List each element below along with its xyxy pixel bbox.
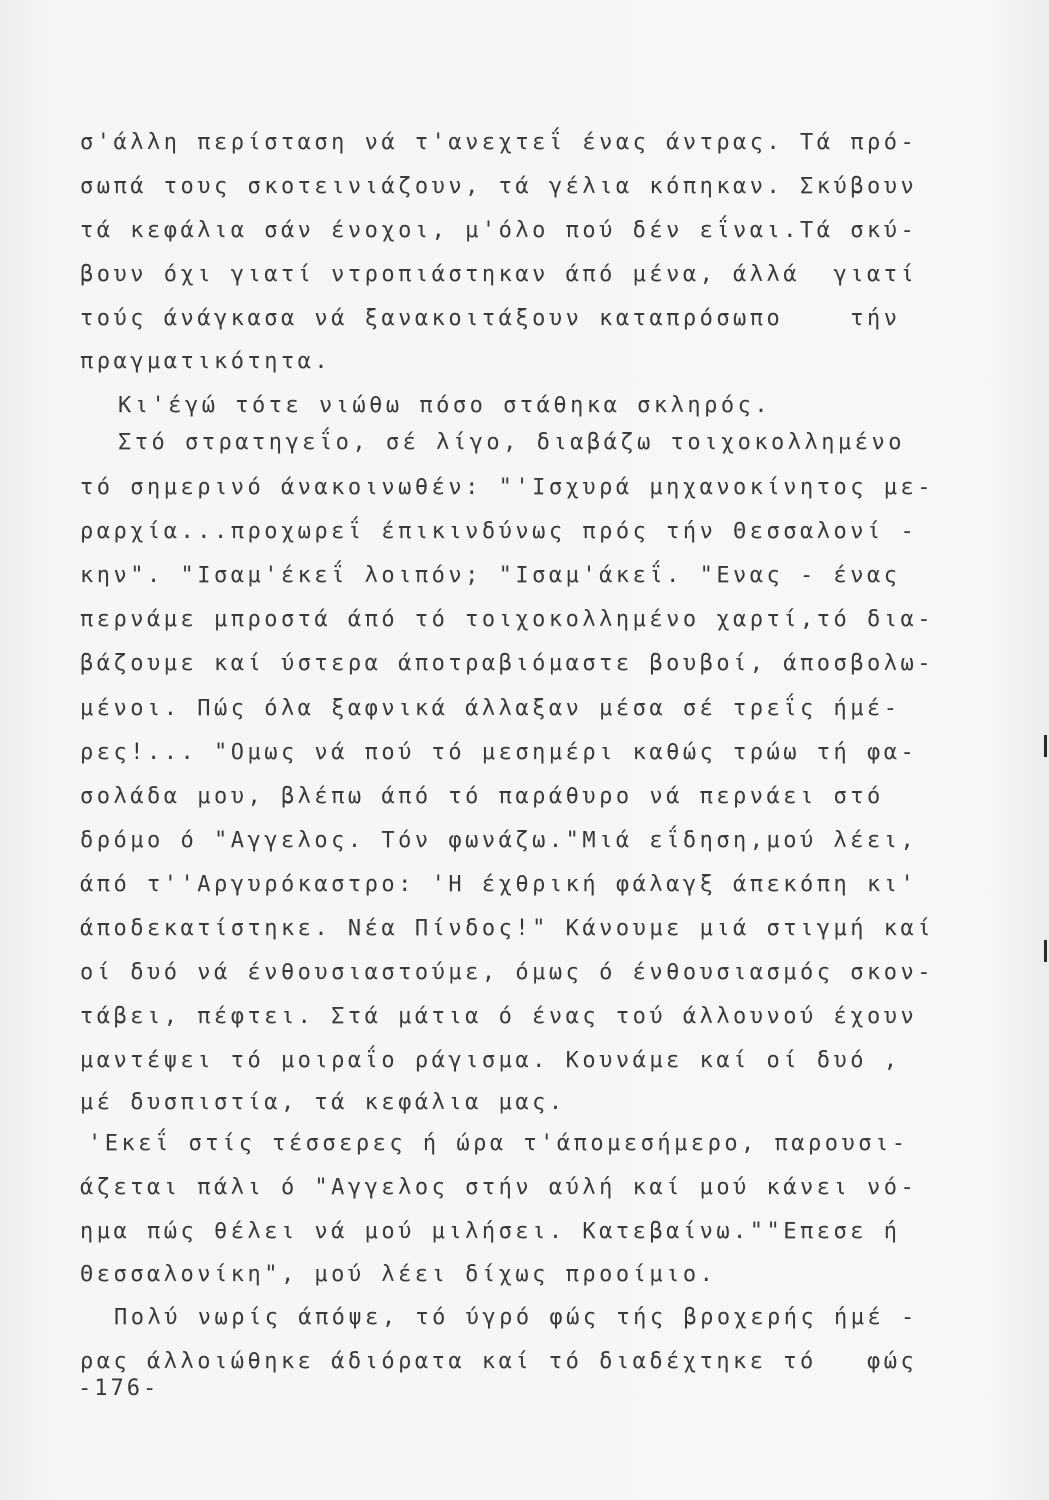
text-line: οί δυό νά ένθουσιαστούμε, όμως ό ένθουσιασμός σκον- (80, 960, 935, 985)
text-line: ρας άλλοιώθηκε άδιόρατα καί τό διαδέχτηκε τό φώς (80, 1349, 918, 1374)
text-line: περνάμε μπροστά άπό τό τοιχοκολλημένο χαρτί,τό δια- (80, 607, 935, 632)
text-line: μέ δυσπιστία, τά κεφάλια μας. (80, 1090, 566, 1115)
text-line: σολάδα μου, βλέπω άπό τό παράθυρο νά περνάει στό (80, 784, 884, 809)
text-line: ημα πώς θέλει νά μού μιλήσει. Κατεβαίνω.""Επεσε ή (80, 1219, 901, 1244)
text-line: σωπά τους σκοτεινιάζουν, τά γέλια κόπηκαν. Σκύβουν (80, 174, 918, 199)
text-line: τό σημερινό άνακοινωθέν: "'Ισχυρά μηχανοκίνητος με- (80, 475, 935, 500)
text-line: άζεται πάλι ό "Αγγελος στήν αύλή καί μού κάνει νό- (80, 1175, 918, 1200)
text-line: μαντέψει τό μοιραΐο ράγισμα. Κουνάμε καί οί δυό , (80, 1048, 901, 1073)
text-line: Κι'έγώ τότε νιώθω πόσο στάθηκα σκληρός. (118, 393, 772, 418)
page-number: -176- (78, 1376, 160, 1401)
text-line: βουν όχι γιατί ντροπιάστηκαν άπό μένα, άλλά γιατί (80, 262, 918, 287)
page-edge-mark (1044, 940, 1047, 962)
text-line: ραρχία...προχωρεΐ έπικινδύνως πρός τήν Θεσσαλονί - (80, 519, 918, 544)
text-line: βάζουμε καί ύστερα άποτραβιόμαστε βουβοί, άποσβολω- (80, 651, 935, 676)
text-line: κην". "Ισαμ'έκεΐ λοιπόν; "Ισαμ'άκεΐ. "Ενας - ένας (80, 563, 901, 588)
text-line: δρόμο ό "Αγγελος. Τόν φωνάζω."Μιά εΐδηση,μού λέει, (80, 828, 918, 853)
text-line: τάβει, πέφτει. Στά μάτια ό ένας τού άλλουνού έχουν (80, 1004, 918, 1029)
text-line: 'Εκεΐ στίς τέσσερες ή ώρα τ'άπομεσήμερο, παρουσι- (88, 1131, 909, 1156)
text-line: Στό στρατηγεΐο, σέ λίγο, διαβάζω τοιχοκολλημένο (118, 430, 906, 455)
text-line: άπό τ''Αργυρόκαστρο: 'Η έχθρική φάλαγξ άπεκόπη κι' (80, 872, 918, 897)
page-edge-mark (1044, 735, 1047, 757)
text-line: άποδεκατίστηκε. Νέα Πίνδος!" Κάνουμε μιά στιγμή καί (80, 916, 935, 941)
text-line: σ'άλλη περίσταση νά τ'ανεχτεΐ ένας άντρας. Τά πρό- (80, 130, 918, 155)
text-line: πραγματικότητα. (80, 349, 332, 374)
text-line: μένοι. Πώς όλα ξαφνικά άλλαξαν μέσα σέ τρεΐς ήμέ- (80, 696, 901, 721)
text-line: τούς άνάγκασα νά ξανακοιτάξουν καταπρόσωπο τήν (80, 306, 901, 331)
text-line: ρες!... "Ομως νά πού τό μεσημέρι καθώς τρώω τή φα- (80, 740, 918, 765)
text-line: Πολύ νωρίς άπόψε, τό ύγρό φώς τής βροχερής ήμέ - (114, 1305, 918, 1330)
text-line: τά κεφάλια σάν ένοχοι, μ'όλο πού δέν εΐναι.Τά σκύ- (80, 218, 918, 243)
text-line: Θεσσαλονίκη", μού λέει δίχως προοίμιο. (80, 1262, 717, 1287)
